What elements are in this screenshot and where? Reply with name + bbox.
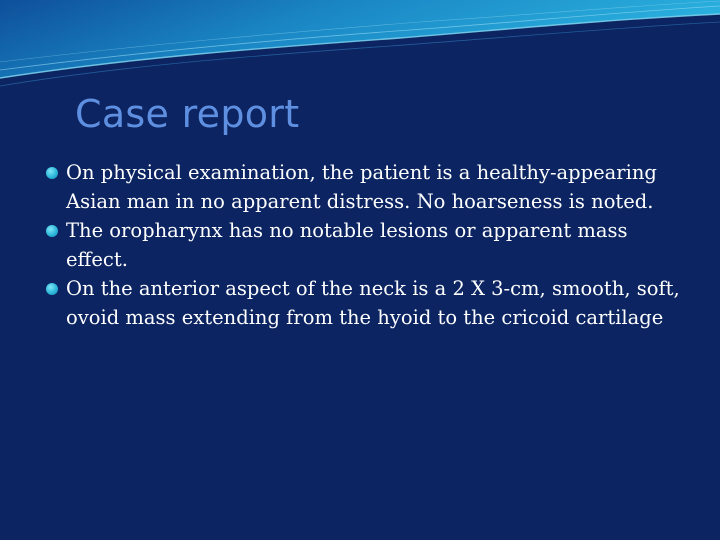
bullet-text: On the anterior aspect of the neck is a 2 X 3-cm, smooth, soft, ovoid mass extending from the hyoid to the cricoid cartilage: [66, 277, 680, 329]
list-item: [46, 216, 686, 274]
header-wave-decoration: [0, 0, 720, 90]
slide-title: Case report: [75, 92, 300, 136]
list-item: [46, 274, 686, 332]
bullet-icon: [46, 283, 58, 295]
bullet-icon: [46, 167, 58, 179]
bullet-icon: [46, 225, 58, 237]
bullet-list: [46, 158, 686, 332]
bullet-text: The oropharynx has no notable lesions or apparent mass effect.: [66, 219, 628, 271]
bullet-text: On physical examination, the patient is a healthy-appearing Asian man in no apparent distress. No hoarseness is noted.: [66, 161, 657, 213]
list-item: [46, 158, 686, 216]
